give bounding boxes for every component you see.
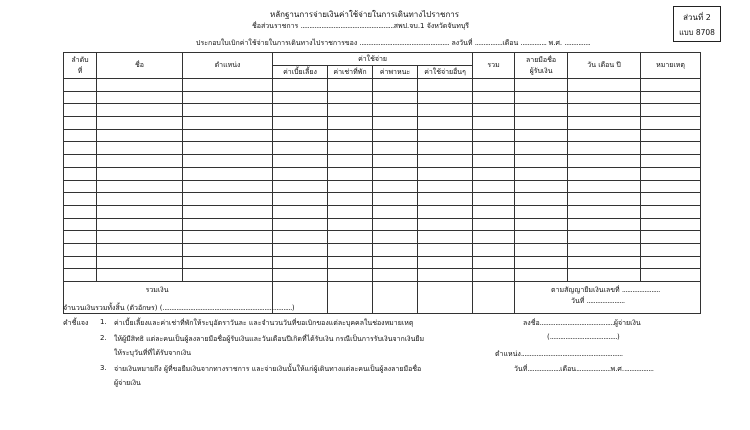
table-cell[interactable] (273, 117, 328, 130)
table-cell[interactable] (64, 231, 97, 244)
claim-label: ประกอบใบเบิกค่าใช้จ่ายในการเดินทางไปราชการของ (196, 39, 358, 47)
table-cell[interactable] (328, 129, 373, 142)
table-cell[interactable] (273, 231, 328, 244)
month-label: เดือน (502, 39, 519, 47)
table-row (64, 269, 701, 282)
footer-contract: ตามสัญญายืมเงินเลขที่ ...................... วันที่ ...................... (515, 282, 701, 314)
table-cell[interactable] (418, 167, 473, 180)
table-row (64, 193, 701, 206)
table-cell[interactable] (273, 79, 328, 92)
table-cell[interactable] (183, 91, 273, 104)
agency-label: ชื่อส่วนราชการ (252, 22, 299, 30)
col-header-date: วัน เดือน ปี (568, 53, 641, 79)
table-cell[interactable] (273, 256, 328, 269)
payer-position-line: ตำแหน่ง........................................................... (495, 350, 623, 358)
table-cell[interactable] (515, 142, 568, 155)
table-cell[interactable] (328, 91, 373, 104)
table-cell[interactable] (64, 117, 97, 130)
table-row (64, 142, 701, 155)
table-cell[interactable] (418, 256, 473, 269)
table-cell[interactable] (328, 256, 373, 269)
table-cell[interactable] (641, 155, 701, 168)
table-cell[interactable] (373, 180, 418, 193)
table-cell[interactable] (473, 231, 515, 244)
payer-date-line: วันที่...................เดือน....................พ.ศ.................. (514, 365, 654, 373)
table-cell[interactable] (473, 117, 515, 130)
amount-close: ) (291, 304, 295, 312)
table-row (64, 117, 701, 130)
table-cell[interactable] (273, 142, 328, 155)
table-cell[interactable] (373, 167, 418, 180)
table-cell[interactable] (328, 117, 373, 130)
table-row (64, 91, 701, 104)
table-cell[interactable] (328, 231, 373, 244)
note-1-num: 1. (100, 318, 107, 326)
table-cell[interactable] (641, 256, 701, 269)
table-cell[interactable] (473, 205, 515, 218)
table-cell[interactable] (183, 269, 273, 282)
table-cell[interactable] (183, 155, 273, 168)
table-cell[interactable] (328, 79, 373, 92)
table-cell[interactable] (418, 142, 473, 155)
amount-in-words-line (63, 303, 295, 314)
table-cell[interactable] (515, 218, 568, 231)
table-cell[interactable] (568, 167, 641, 180)
table-cell[interactable] (273, 180, 328, 193)
table-cell[interactable] (97, 218, 183, 231)
table-cell[interactable] (183, 104, 273, 117)
table-cell[interactable] (328, 218, 373, 231)
table-cell[interactable] (641, 205, 701, 218)
table-cell[interactable] (64, 269, 97, 282)
table-cell[interactable] (273, 205, 328, 218)
table-cell[interactable] (373, 269, 418, 282)
col-header-allowance: ค่าเบี้ยเลี้ยง (273, 66, 328, 79)
table-cell[interactable] (64, 129, 97, 142)
table-cell[interactable] (515, 231, 568, 244)
table-cell[interactable] (273, 91, 328, 104)
form-number: แบบ 8708 (679, 28, 715, 37)
col-header-total: รวม (473, 53, 515, 79)
table-row (64, 155, 701, 168)
table-cell[interactable] (97, 256, 183, 269)
table-cell[interactable] (515, 205, 568, 218)
col-header-remark: หมายเหตุ (641, 53, 701, 79)
note-3-line-2: ผู้จ่ายเงิน (114, 379, 141, 387)
table-cell[interactable] (183, 231, 273, 244)
table-cell[interactable] (418, 269, 473, 282)
table-row (64, 231, 701, 244)
table-cell[interactable] (328, 142, 373, 155)
table-cell[interactable] (515, 117, 568, 130)
table-cell[interactable] (64, 218, 97, 231)
table-cell[interactable] (273, 104, 328, 117)
table-cell[interactable] (183, 180, 273, 193)
notes-label: คำชี้แจง (63, 319, 89, 327)
col-header-expense-group: ค่าใช้จ่าย (273, 53, 473, 66)
table-cell[interactable] (64, 91, 97, 104)
table-cell[interactable] (97, 167, 183, 180)
table-cell[interactable] (418, 91, 473, 104)
table-cell[interactable] (641, 129, 701, 142)
table-cell[interactable] (373, 193, 418, 206)
table-cell[interactable] (373, 91, 418, 104)
table-cell[interactable] (568, 205, 641, 218)
date-dots: ................ (474, 39, 503, 47)
table-cell[interactable] (473, 256, 515, 269)
table-cell[interactable] (64, 79, 97, 92)
claim-dots: .................................................... (359, 39, 450, 47)
col-header-name: ชื่อ (97, 53, 183, 79)
table-cell[interactable] (473, 180, 515, 193)
table-cell[interactable] (641, 117, 701, 130)
table-cell[interactable] (97, 104, 183, 117)
table-cell[interactable] (641, 231, 701, 244)
table-cell[interactable] (515, 167, 568, 180)
year-dots: ............... (564, 39, 591, 47)
table-cell[interactable] (515, 155, 568, 168)
table-cell[interactable] (373, 129, 418, 142)
table-cell[interactable] (64, 142, 97, 155)
date-label: ลงวันที่ (451, 39, 473, 47)
note-3-line-1: จ่ายเงินหมายถึง ผู้ที่ขอยืมเงินจากทางราชการ และจ่ายเงินนั้นให้แก่ผู้เดินทางแต่ละคนเป็นผู้ลงลายมือชื่อ (114, 365, 422, 373)
table-cell[interactable] (641, 243, 701, 256)
table-cell[interactable] (418, 243, 473, 256)
table-cell[interactable] (328, 155, 373, 168)
table-cell[interactable] (568, 243, 641, 256)
table-cell[interactable] (515, 104, 568, 117)
table-cell[interactable] (183, 129, 273, 142)
table-cell[interactable] (183, 205, 273, 218)
table-cell[interactable] (473, 193, 515, 206)
table-cell[interactable] (183, 117, 273, 130)
table-cell[interactable] (183, 79, 273, 92)
table-cell[interactable] (328, 167, 373, 180)
table-cell[interactable] (568, 104, 641, 117)
table-cell[interactable] (473, 269, 515, 282)
table-cell[interactable] (328, 180, 373, 193)
table-cell[interactable] (473, 91, 515, 104)
table-cell[interactable] (568, 79, 641, 92)
table-cell[interactable] (64, 243, 97, 256)
table-cell[interactable] (418, 231, 473, 244)
table-cell[interactable] (183, 142, 273, 155)
table-cell[interactable] (328, 269, 373, 282)
table-cell[interactable] (328, 205, 373, 218)
table-cell[interactable] (97, 91, 183, 104)
table-cell[interactable] (64, 193, 97, 206)
table-cell[interactable] (373, 104, 418, 117)
table-cell[interactable] (64, 205, 97, 218)
table-cell[interactable] (97, 243, 183, 256)
table-cell[interactable] (273, 129, 328, 142)
table-cell[interactable] (64, 256, 97, 269)
table-cell[interactable] (64, 155, 97, 168)
amount-dots: ........................................................................... (162, 304, 292, 312)
table-cell[interactable] (373, 256, 418, 269)
table-cell[interactable] (641, 142, 701, 155)
table-cell[interactable] (273, 243, 328, 256)
form-part-box (673, 6, 721, 42)
table-row (64, 256, 701, 269)
table-cell[interactable] (473, 129, 515, 142)
table-cell[interactable] (641, 104, 701, 117)
table-row (64, 218, 701, 231)
note-3-num: 3. (100, 364, 107, 372)
note-1: ค่าเบี้ยเลี้ยงและค่าเช่าที่พักให้ระบุอัตราวันละ และจำนวนวันที่ขอเบิกของแต่ละบุคคลในช่องหมายเหตุ (114, 319, 414, 327)
payer-name-line: (.......................................) (547, 333, 620, 341)
table-cell[interactable] (515, 269, 568, 282)
table-cell[interactable] (97, 269, 183, 282)
table-cell[interactable] (418, 193, 473, 206)
table-cell[interactable] (568, 256, 641, 269)
table-cell[interactable] (473, 218, 515, 231)
table-cell[interactable] (473, 155, 515, 168)
table-cell[interactable] (418, 180, 473, 193)
table-cell[interactable] (373, 117, 418, 130)
table-cell[interactable] (641, 79, 701, 92)
payer-signature-line: ลงชื่อ...........................................ผู้จ่ายเงิน (523, 319, 641, 327)
table-cell[interactable] (473, 79, 515, 92)
table-cell[interactable] (568, 231, 641, 244)
table-cell[interactable] (97, 129, 183, 142)
claim-line (196, 38, 590, 49)
table-cell[interactable] (418, 218, 473, 231)
table-cell[interactable] (568, 193, 641, 206)
part-label: ส่วนที่ 2 (683, 13, 711, 22)
table-cell[interactable] (568, 180, 641, 193)
table-cell[interactable] (273, 269, 328, 282)
table-cell[interactable] (273, 218, 328, 231)
table-row (64, 243, 701, 256)
table-row (64, 205, 701, 218)
table-cell[interactable] (515, 180, 568, 193)
table-cell[interactable] (373, 218, 418, 231)
table-cell[interactable] (183, 256, 273, 269)
table-cell[interactable] (418, 205, 473, 218)
table-cell[interactable] (641, 218, 701, 231)
table-cell[interactable] (473, 104, 515, 117)
table-cell[interactable] (97, 193, 183, 206)
table-cell[interactable] (515, 129, 568, 142)
col-header-position: ตำแหน่ง (183, 53, 273, 79)
table-cell[interactable] (515, 243, 568, 256)
table-cell[interactable] (515, 79, 568, 92)
col-header-transport: ค่าพาหนะ (373, 66, 418, 79)
footer-total-label: รวมเงิน (64, 282, 183, 314)
table-cell[interactable] (97, 117, 183, 130)
payment-table (63, 52, 701, 314)
table-cell[interactable] (418, 79, 473, 92)
table-cell[interactable] (473, 142, 515, 155)
table-cell[interactable] (641, 167, 701, 180)
table-cell[interactable] (515, 256, 568, 269)
note-2-line-2: ให้ระบุวันที่ที่ได้รับจากเงิน (114, 349, 192, 357)
table-cell[interactable] (641, 269, 701, 282)
note-2-line-1: ให้ผู้มีสิทธิ แต่ละคนเป็นผู้ลงลายมือชื่อผู้รับเงินและวันเดือนปีเกิดที่ได้รับเงิน กรณีเป็นการรับเงินจากเงินยืม (114, 335, 425, 343)
table-cell[interactable] (641, 91, 701, 104)
footer-total-cell[interactable] (473, 282, 515, 314)
table-cell[interactable] (515, 91, 568, 104)
table-cell[interactable] (373, 155, 418, 168)
table-cell[interactable] (97, 231, 183, 244)
form-title: หลักฐานการจ่ายเงินค่าใช้จ่ายในการเดินทางไปราชการ (270, 10, 460, 19)
agency-value: สพป.จบ.1 จังหวัดจันทบุรี (393, 22, 470, 30)
col-header-no: ลำดับ ที่ (64, 53, 97, 79)
table-cell[interactable] (568, 142, 641, 155)
table-cell[interactable] (97, 142, 183, 155)
table-row (64, 167, 701, 180)
table-cell[interactable] (273, 193, 328, 206)
table-cell[interactable] (373, 79, 418, 92)
table-cell[interactable] (373, 243, 418, 256)
col-header-signature: ลายมือชื่อ ผู้รับเงิน (515, 53, 568, 79)
table-cell[interactable] (64, 167, 97, 180)
table-cell[interactable] (568, 218, 641, 231)
footer-lodging-cell[interactable] (328, 282, 373, 314)
year-label: พ.ศ. (548, 39, 563, 47)
agency-dots: ...................................................... (300, 22, 394, 30)
table-cell[interactable] (568, 155, 641, 168)
footer-other-cell[interactable] (418, 282, 473, 314)
table-row (64, 180, 701, 193)
table-cell[interactable] (418, 155, 473, 168)
table-cell[interactable] (568, 91, 641, 104)
table-cell[interactable] (641, 180, 701, 193)
table-cell[interactable] (473, 167, 515, 180)
table-cell[interactable] (183, 218, 273, 231)
table-cell[interactable] (64, 104, 97, 117)
table-cell[interactable] (373, 231, 418, 244)
table-cell[interactable] (568, 129, 641, 142)
amount-label: จำนวนเงินรวมทั้งสิ้น (ตัวอักษร) ( (63, 304, 163, 312)
table-row (64, 104, 701, 117)
table-cell[interactable] (418, 129, 473, 142)
table-cell[interactable] (97, 155, 183, 168)
table-cell[interactable] (418, 117, 473, 130)
table-row (64, 79, 701, 92)
table-cell[interactable] (97, 205, 183, 218)
table-cell[interactable] (64, 180, 97, 193)
table-cell[interactable] (473, 243, 515, 256)
table-cell[interactable] (183, 167, 273, 180)
table-row (64, 129, 701, 142)
table-cell[interactable] (568, 269, 641, 282)
footer-transport-cell[interactable] (373, 282, 418, 314)
agency-line (252, 21, 469, 32)
table-cell[interactable] (183, 193, 273, 206)
table-cell[interactable] (515, 193, 568, 206)
table-cell[interactable] (328, 104, 373, 117)
col-header-lodging: ค่าเช่าที่พัก (328, 66, 373, 79)
month-dots: ............... (520, 39, 547, 47)
note-2-num: 2. (100, 334, 107, 342)
table-cell[interactable] (97, 180, 183, 193)
table-cell[interactable] (273, 167, 328, 180)
table-cell[interactable] (641, 193, 701, 206)
col-header-other: ค่าใช้จ่ายอื่นๆ (418, 66, 473, 79)
table-cell[interactable] (418, 104, 473, 117)
table-cell[interactable] (328, 243, 373, 256)
table-cell[interactable] (568, 117, 641, 130)
table-cell[interactable] (328, 193, 373, 206)
table-cell[interactable] (183, 243, 273, 256)
table-cell[interactable] (373, 205, 418, 218)
table-cell[interactable] (97, 79, 183, 92)
table-cell[interactable] (373, 142, 418, 155)
table-cell[interactable] (273, 155, 328, 168)
